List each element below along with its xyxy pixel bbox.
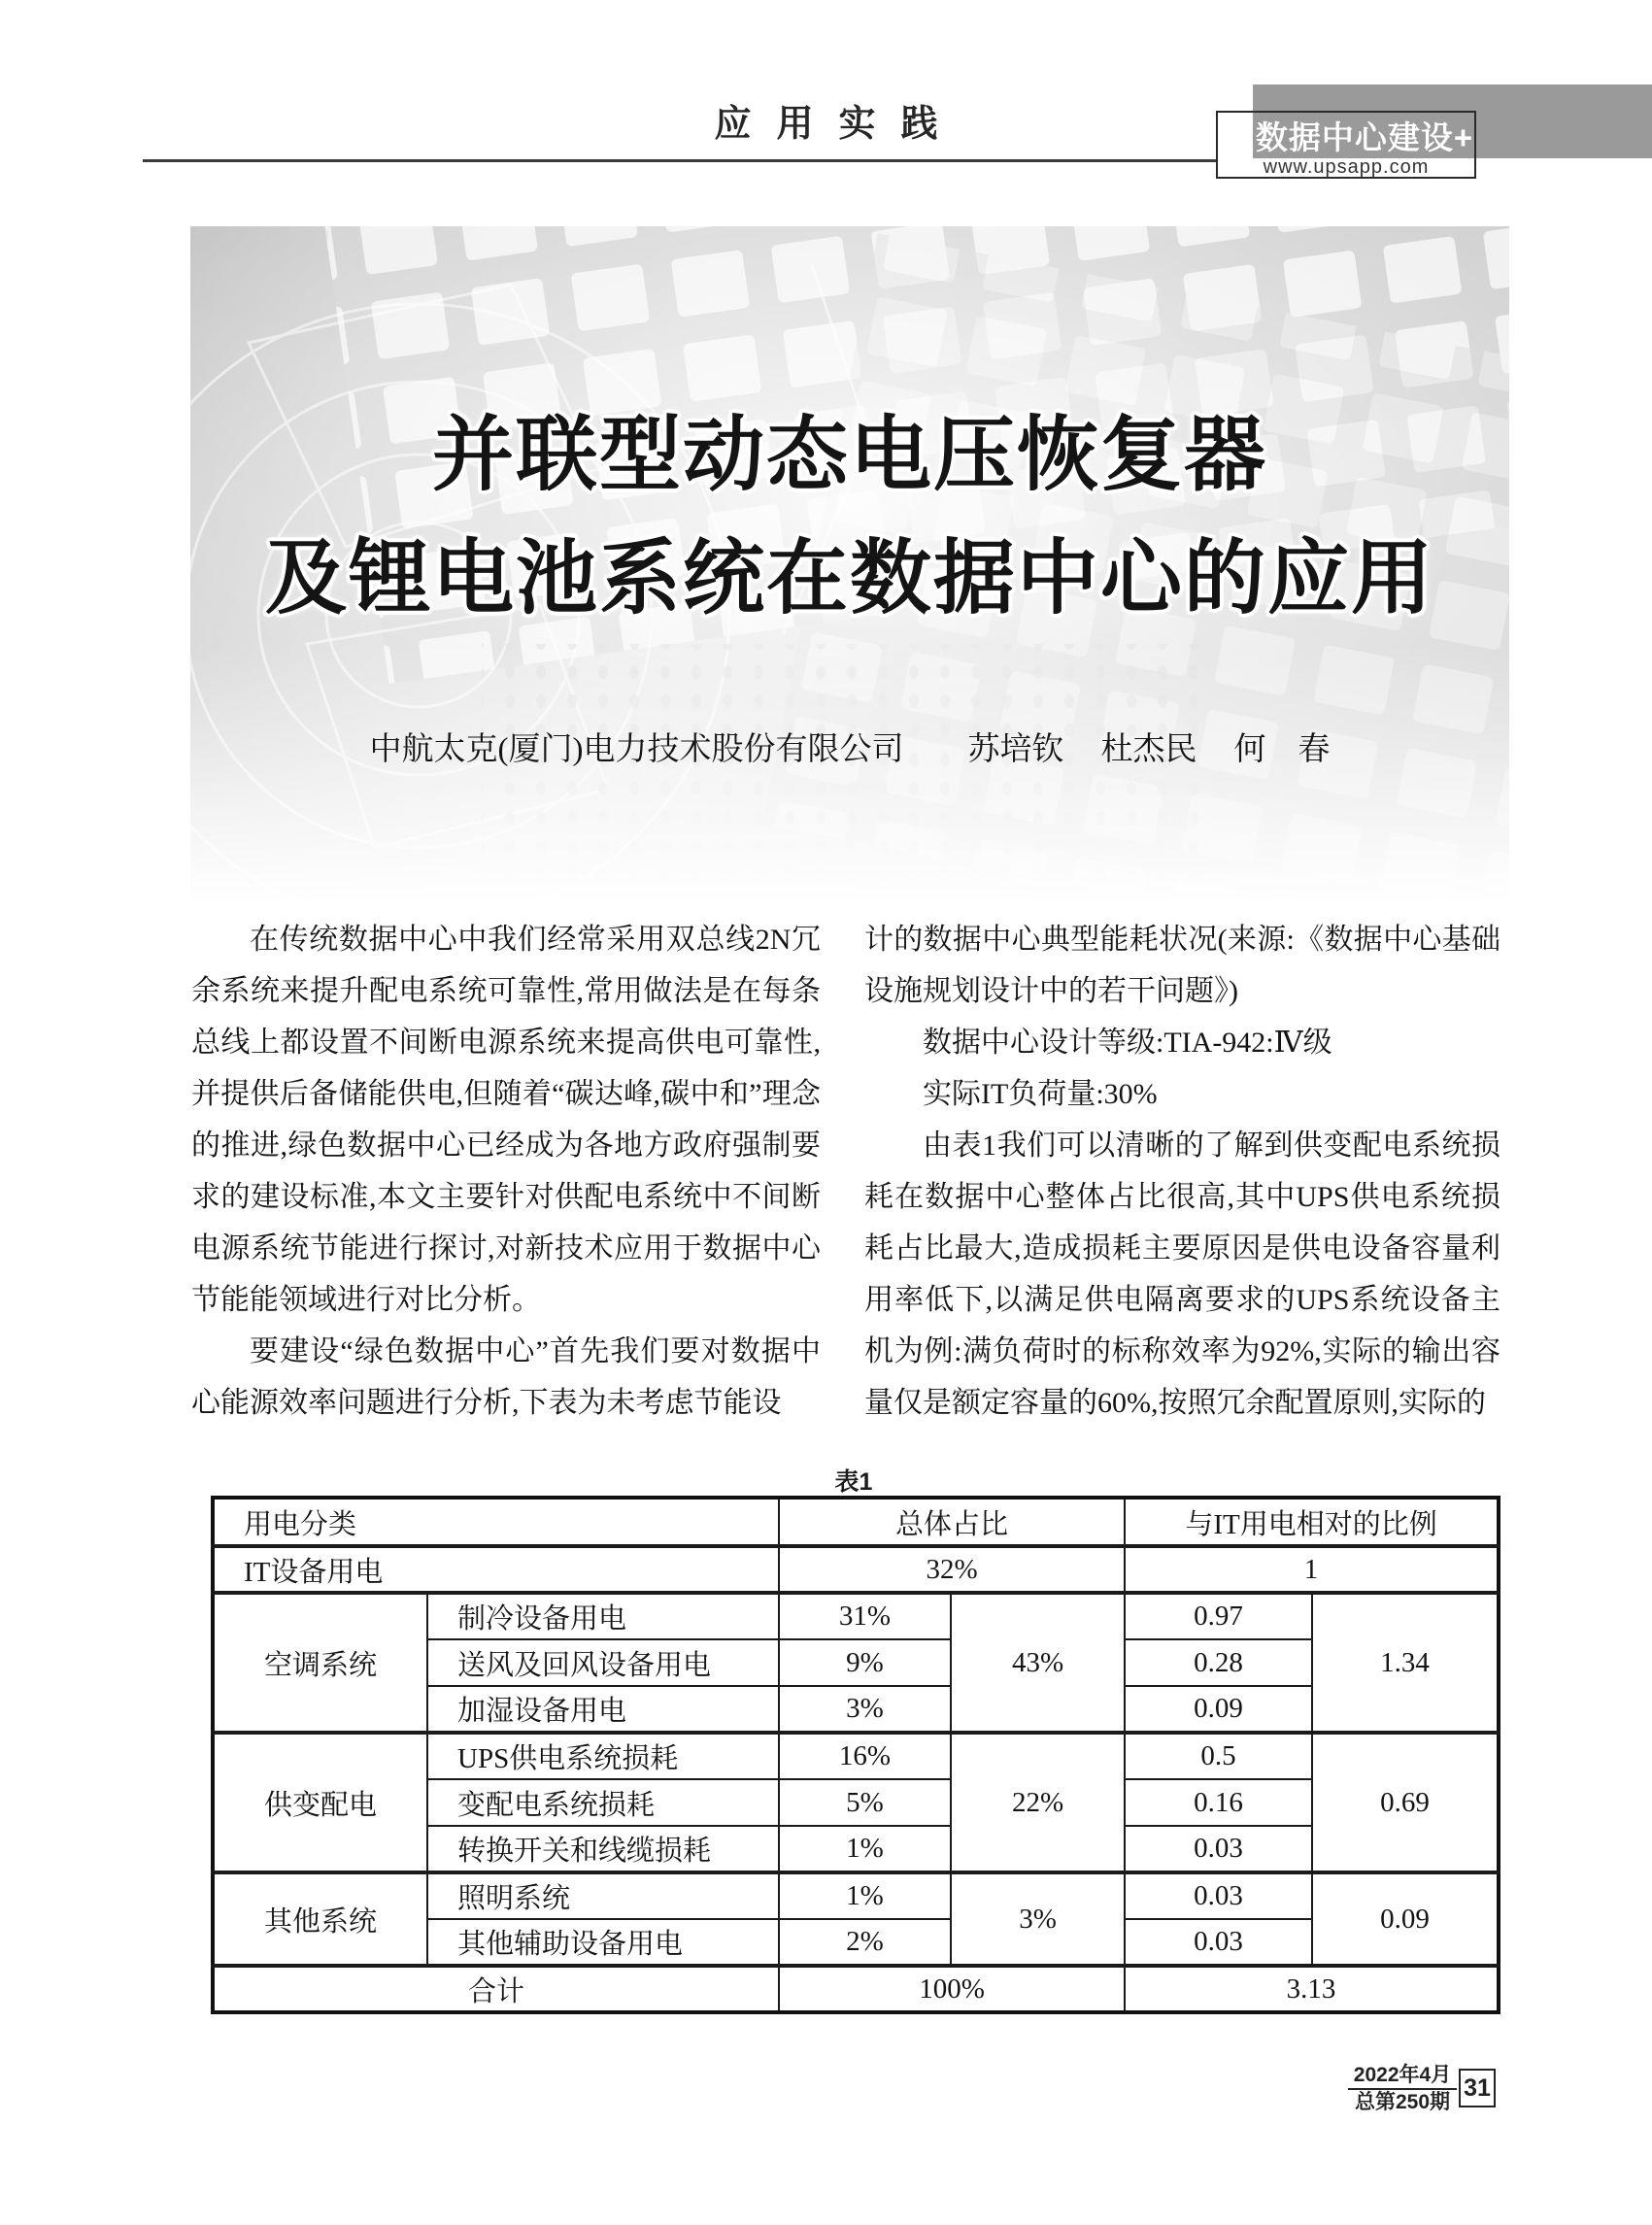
paragraph: 由表1我们可以清晰的了解到供变配电系统损耗在数据中心整体占比很高,其中UPS供电系统损耗占比最大,造成损耗主要原因是供电设备容量利用率低下,以满足供电隔离要求的UPS系统设备主机为例:满负荷时的标称效率为92%,实际的输出容量仅是额定容量的60%,按照冗余配置原则,实际的 xyxy=(864,1129,1500,1419)
brand-url: www.upsapp.com xyxy=(1263,155,1430,178)
cell-overall: 3% xyxy=(779,1686,951,1733)
group-ratio: 1.34 xyxy=(1312,1593,1499,1733)
hero xyxy=(190,226,1509,903)
issue-date: 2022年4月 xyxy=(1353,2064,1452,2086)
text-column-left xyxy=(191,914,821,1429)
cell-ratio: 0.09 xyxy=(1125,1686,1312,1733)
cell-label: 合计 xyxy=(213,1966,779,2012)
article-title-line1: 并联型动态电压恢复器 xyxy=(431,409,1267,500)
table-row xyxy=(213,1733,1499,1779)
section-title: 应用实践 xyxy=(714,104,963,145)
table-row xyxy=(213,1546,1499,1593)
header-ratio: 与IT用电相对的比例 xyxy=(1125,1498,1499,1546)
byline-author: 杜杰民 xyxy=(1100,732,1197,767)
header-rule xyxy=(143,159,1216,162)
group-ratio: 0.69 xyxy=(1312,1733,1499,1872)
paragraph: 要建设“绿色数据中心”首先我们要对数据中心能源效率问题进行分析,下表为未考虑节能设 xyxy=(191,1335,821,1419)
cell-overall: 1% xyxy=(779,1872,951,1919)
page-number: 31 xyxy=(1464,2073,1491,2102)
issue-number: 总第250期 xyxy=(1354,2091,1451,2113)
cell-overall: 9% xyxy=(779,1639,951,1686)
cell-label: 送风及回风设备用电 xyxy=(427,1639,779,1686)
energy-table xyxy=(211,1496,1500,2014)
cell-ratio: 3.13 xyxy=(1125,1966,1499,2012)
byline-author: 苏培钦 xyxy=(967,732,1064,767)
cell-ratio: 0.03 xyxy=(1125,1872,1312,1919)
cell-overall: 31% xyxy=(779,1593,951,1639)
table-header-row xyxy=(213,1498,1499,1546)
cell-label: UPS供电系统损耗 xyxy=(427,1733,779,1779)
table-total-row xyxy=(213,1966,1499,2012)
group-name: 空调系统 xyxy=(213,1593,427,1733)
footer-issue-block xyxy=(1348,2064,1457,2114)
paragraph: 计的数据中心典型能耗状况(来源:《数据中心基础设施规划设计中的若干问题》) xyxy=(864,924,1500,1007)
cell-ratio: 0.03 xyxy=(1125,1826,1312,1872)
byline-company: 中航太克(厦门)电力技术股份有限公司 xyxy=(369,732,904,767)
group-ratio: 0.09 xyxy=(1312,1872,1499,1966)
paragraph: 数据中心设计等级:TIA-942:Ⅳ级 xyxy=(923,1027,1332,1059)
cell-label: 照明系统 xyxy=(427,1872,779,1919)
cell-overall: 100% xyxy=(779,1966,1125,2012)
brand-badge-title: 数据中心建设+ xyxy=(1255,118,1474,155)
table-caption: 表1 xyxy=(834,1468,873,1496)
group-overall: 22% xyxy=(951,1733,1125,1872)
cell-ratio: 0.28 xyxy=(1125,1639,1312,1686)
cell-ratio: 0.03 xyxy=(1125,1919,1312,1966)
cell-label: 转换开关和线缆损耗 xyxy=(427,1826,779,1872)
paragraph: 在传统数据中心中我们经常采用双总线2N冗余系统来提升配电系统可靠性,常用做法是在每条总线上都设置不间断电源系统来提高供电可靠性,并提供后备储能供电,但随着“碳达峰,碳中和”理念的推进,绿色数据中心已经成为各地方政府强制要求的建设标准,本文主要针对供配电系统中不间断电源系统节能进行探讨,对新技术应用于数据中心节能能领域进行对比分析。 xyxy=(191,924,821,1316)
cell-label: 变配电系统损耗 xyxy=(427,1779,779,1826)
cell-ratio: 1 xyxy=(1125,1546,1499,1593)
cell-ratio: 0.5 xyxy=(1125,1733,1312,1779)
issue-divider xyxy=(1348,2088,1457,2090)
paragraph: 实际IT负荷量:30% xyxy=(923,1078,1158,1110)
cell-overall: 16% xyxy=(779,1733,951,1779)
article-title-line2: 及锂电池系统在数据中心的应用 xyxy=(264,532,1434,624)
cell-overall: 1% xyxy=(779,1826,951,1872)
cell-label: 其他辅助设备用电 xyxy=(427,1919,779,1966)
group-name: 其他系统 xyxy=(213,1872,427,1966)
cell-label: IT设备用电 xyxy=(213,1546,779,1593)
header-overall: 总体占比 xyxy=(779,1498,1125,1546)
table-row xyxy=(213,1872,1499,1919)
group-overall: 43% xyxy=(951,1593,1125,1733)
text-column-right xyxy=(864,914,1500,1429)
page-number-box xyxy=(1459,2069,1496,2107)
cell-overall: 5% xyxy=(779,1779,951,1826)
group-name: 供变配电 xyxy=(213,1733,427,1872)
byline-author: 何 春 xyxy=(1233,732,1331,767)
cell-label: 加湿设备用电 xyxy=(427,1686,779,1733)
cell-label: 制冷设备用电 xyxy=(427,1593,779,1639)
cell-overall: 2% xyxy=(779,1919,951,1966)
header-category: 用电分类 xyxy=(213,1498,779,1546)
cell-ratio: 0.16 xyxy=(1125,1779,1312,1826)
cell-overall: 32% xyxy=(779,1546,1125,1593)
table-row xyxy=(213,1593,1499,1639)
group-overall: 3% xyxy=(951,1872,1125,1966)
cell-ratio: 0.97 xyxy=(1125,1593,1312,1639)
byline xyxy=(190,724,1509,769)
